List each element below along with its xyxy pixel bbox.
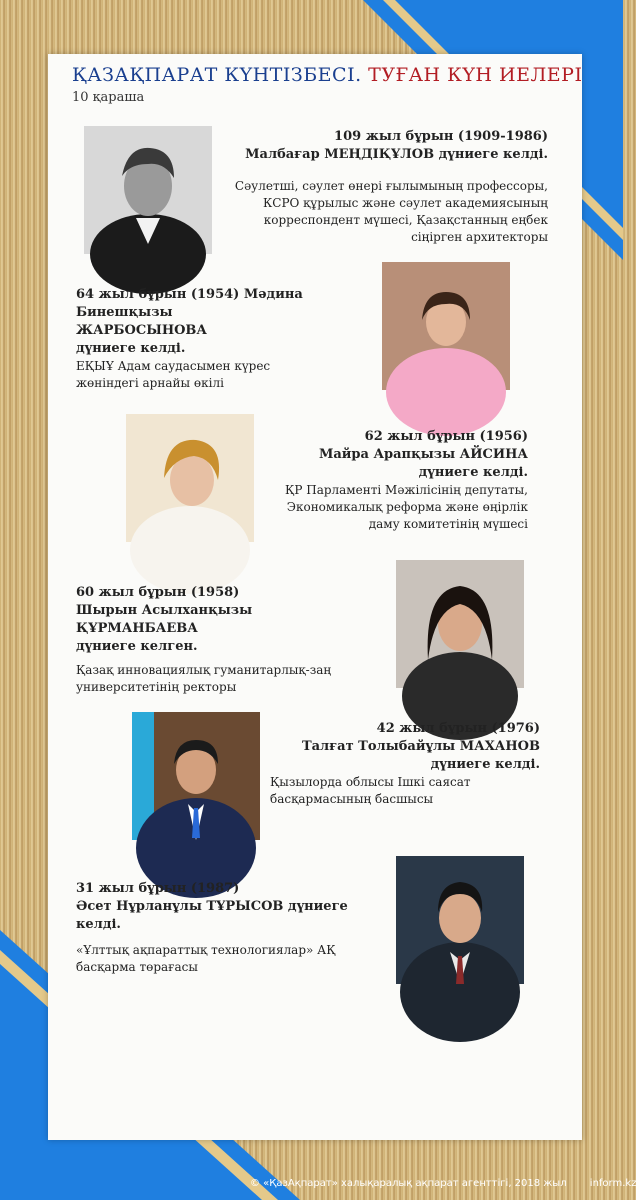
- entry-4-years: 60 жыл бұрын (1958): [76, 585, 240, 600]
- site-link[interactable]: inform.kz: [589, 1178, 636, 1189]
- entry-5-description: Қызылорда облысы Ішкі саясат басқармасының басшысы: [270, 775, 471, 806]
- entry-1-text: [228, 128, 548, 246]
- entry-2-text: [76, 286, 306, 392]
- entry-4-name: Шырын Асылханқызы ҚҰРМАНБАЕВА: [76, 603, 253, 636]
- entry-6-text: [76, 880, 366, 976]
- entry-5-born: дүниеге келді.: [430, 757, 540, 772]
- portrait-photo: [382, 262, 510, 390]
- header: [72, 64, 582, 105]
- entry-3-text: [268, 428, 528, 533]
- entry-5-text: [270, 720, 540, 808]
- entry-4-born: дүниеге келген.: [76, 639, 198, 654]
- portrait-photo: [132, 712, 260, 840]
- entry-4-text: [76, 584, 356, 696]
- entry-6-description: «Ұлттық ақпараттық технологиялар» АҚ басқарма төрағасы: [76, 943, 336, 974]
- entry-2-years: 64 жыл бұрын (1954) Мәдина: [76, 287, 303, 302]
- entry-1-description: Сәулетші, сәулет өнері ғылымының профессоры, КСРО құрылыс және сәулет академиясының корреспондент мүшесі, Қазақстанның еңбек сіңірген архитекторы: [234, 179, 548, 244]
- entry-2-name: Бинешқызы ЖАРБОСЫНОВА: [76, 305, 208, 338]
- portrait-photo: [396, 856, 524, 984]
- entry-1-name: Малбағар МЕҢДІҚҰЛОВ дүниеге келді.: [245, 147, 548, 162]
- page-title: [72, 64, 582, 86]
- portrait-photo: [396, 560, 524, 688]
- footer: [250, 1178, 636, 1189]
- entry-5-name: Талғат Толыбайұлы МАХАНОВ: [301, 739, 540, 754]
- entry-1-years: 109 жыл бұрын (1909-1986): [334, 129, 548, 144]
- entry-2-born: дүниеге келді.: [76, 341, 186, 356]
- entry-6-years: 31 жыл бұрын (1987): [76, 881, 240, 896]
- entry-2-description: ЕҚЫҰ Адам саудасымен күрес жөніндегі арнайы өкілі: [76, 359, 271, 390]
- entry-3-years: 62 жыл бұрын (1956): [364, 429, 528, 444]
- portrait-photo: [84, 126, 212, 254]
- content-panel: [48, 54, 582, 1140]
- entry-3-born: дүниеге келді.: [418, 465, 528, 480]
- title-part-2: ТУҒАН КҮН ИЕЛЕРІ: [368, 64, 583, 86]
- title-part-1: ҚАЗАҚПАРАТ КҮНТІЗБЕСІ.: [72, 64, 362, 86]
- entry-3-name: Майра Арапқызы АЙСИНА: [318, 447, 528, 462]
- entry-6-name: Әсет Нұрланұлы ТҰРЫСОВ дүниеге келді.: [76, 899, 348, 932]
- entry-3-description: ҚР Парламенті Мәжілісінің депутаты, Экономикалық реформа және өңірлік даму комитетінің мүшесі: [285, 483, 528, 531]
- entry-5-years: 42 жыл бұрын (1976): [376, 721, 540, 736]
- copyright-text: © «ҚазАқпарат» халықаралық ақпарат агенттігі, 2018 жыл: [250, 1178, 567, 1189]
- date-label: 10 қараша: [72, 90, 145, 105]
- entry-4-description: Қазақ инновациялық гуманитарлық-заң университетінің ректоры: [76, 663, 332, 694]
- portrait-photo: [126, 414, 254, 542]
